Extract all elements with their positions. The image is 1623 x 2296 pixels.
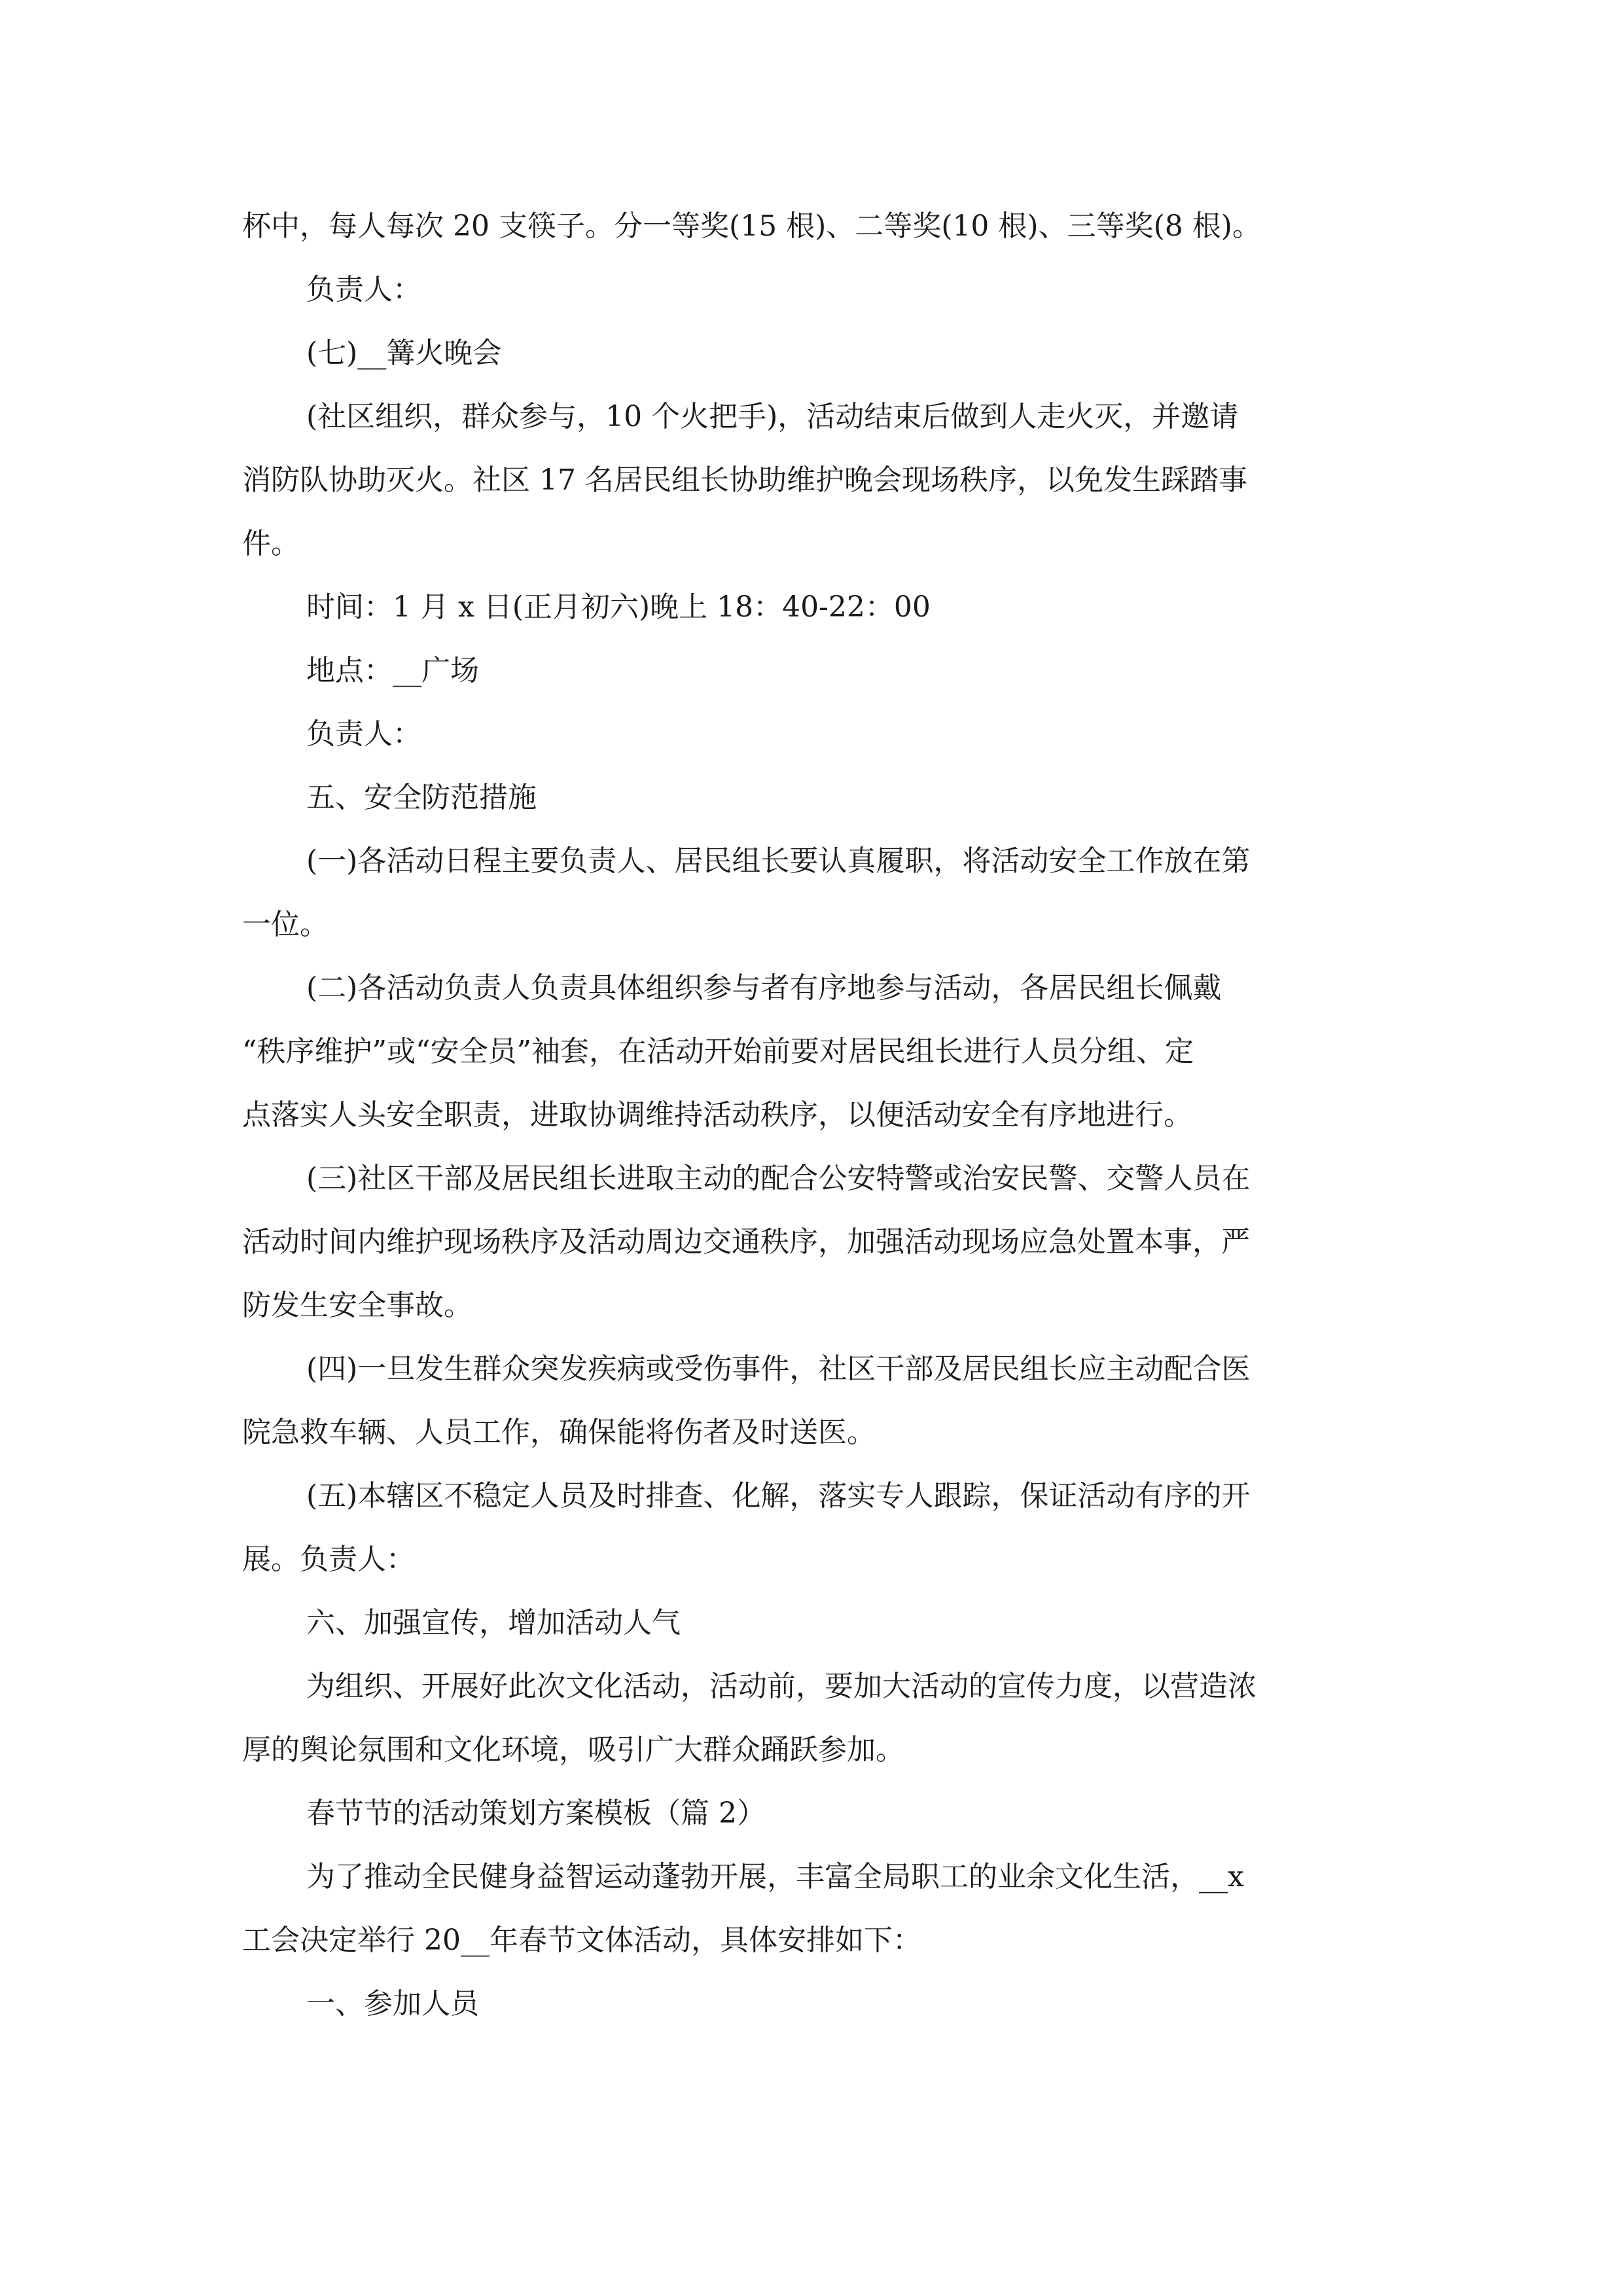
- text-line: 点落实人头安全职责，进取协调维持活动秩序，以便活动安全有序地进行。: [242, 1098, 1192, 1132]
- text-line: (二)各活动负责人负责具体组织参与者有序地参与活动，各居民组长佩戴: [306, 971, 1222, 1005]
- text-line: 院急救车辆、人员工作，确保能将伤者及时送医。: [242, 1416, 876, 1449]
- text-line: 负责人：: [306, 717, 421, 751]
- text-line: (四)一旦发生群众突发疾病或受伤事件，社区干部及居民组长应主动配合医: [306, 1352, 1251, 1386]
- text-line: (社区组织，群众参与，10 个火把手)，活动结束后做到人走火灭，并邀请: [306, 400, 1239, 433]
- text-line: 杯中，每人每次 20 支筷子。分一等奖(15 根)、二等奖(10 根)、三等奖(8 根)。: [242, 209, 1261, 243]
- text-line: 为了推动全民健身益智运动蓬勃开展，丰富全局职工的业余文化生活，__x: [306, 1860, 1244, 1893]
- text-line: 地点：__广场: [306, 654, 479, 687]
- text-line: 展。负责人：: [242, 1543, 415, 1576]
- text-line: 一位。: [242, 908, 329, 941]
- text-line: 时间：1 月 x 日(正月初六)晚上 18：40-22：00: [306, 590, 931, 624]
- text-line: 活动时间内维护现场秩序及活动周边交通秩序，加强活动现场应急处置本事，严: [242, 1225, 1250, 1259]
- text-line: (三)社区干部及居民组长进取主动的配合公安特警或治安民警、交警人员在: [306, 1162, 1251, 1195]
- text-line: (一)各活动日程主要负责人、居民组长要认真履职，将活动安全工作放在第: [306, 844, 1251, 878]
- text-line: 负责人：: [306, 273, 421, 306]
- text-line: “秩序维护”或“安全员”袖套，在活动开始前要对居民组长进行人员分组、定: [242, 1035, 1194, 1068]
- text-line: 防发生安全事故。: [242, 1289, 473, 1322]
- text-line: 件。: [242, 527, 300, 560]
- section-heading: 一、参加人员: [306, 1987, 479, 2020]
- section-heading: 六、加强宣传，增加活动人气: [306, 1606, 681, 1640]
- text-line: 工会决定举行 20__年春节文体活动，具体安排如下：: [242, 1924, 921, 1957]
- section-heading: (七)__篝火晚会: [306, 336, 502, 370]
- text-line: (五)本辖区不稳定人员及时排查、化解，落实专人跟踪，保证活动有序的开: [306, 1479, 1251, 1513]
- text-line: 为组织、开展好此次文化活动，活动前，要加大活动的宣传力度，以营造浓: [306, 1670, 1257, 1703]
- article-title: 春节节的活动策划方案模板（篇 2）: [306, 1797, 766, 1830]
- text-line: 厚的舆论氛围和文化环境，吸引广大群众踊跃参加。: [242, 1733, 904, 1767]
- text-line: 消防队协助灭火。社区 17 名居民组长协助维护晚会现场秩序，以免发生踩踏事: [242, 463, 1247, 497]
- section-heading: 五、安全防范措施: [306, 781, 537, 814]
